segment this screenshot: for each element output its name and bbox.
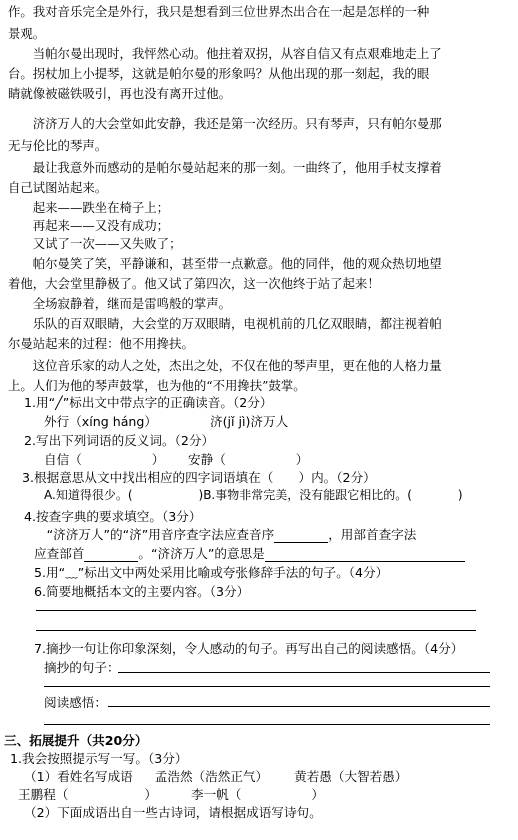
q4-radical-blank[interactable] — [84, 549, 138, 562]
q4-text: 。“济济万人”的意思是 — [138, 546, 265, 561]
antonym-2-close: ） — [295, 452, 309, 467]
passage-line: 作。我对音乐完全是外行，我只是想看到三位世界杰出合在一起是怎样的一种 — [8, 4, 430, 19]
passage-line: 自己试图站起来。 — [8, 180, 108, 195]
answer-line[interactable] — [108, 706, 490, 707]
q3-option-b-close: ) — [457, 488, 463, 502]
name-2-close: ） — [311, 787, 324, 802]
q4-letter-blank[interactable] — [274, 530, 328, 543]
passage-line: 上。人们为他的琴声鼓掌，也为他的“不用搀扶”鼓掌。 — [8, 378, 306, 393]
answer-line[interactable] — [36, 610, 476, 611]
passage-line: 当帕尔曼出现时，我怦然心动。他拄着双拐，从容自信又有点艰难地走上了 — [8, 46, 442, 61]
name-1-label: 王鹏程（ — [18, 787, 69, 802]
q3-option-a-close: ) — [198, 488, 204, 502]
passage-line: 又试了一次——又失败了； — [8, 236, 182, 251]
answer-line[interactable] — [118, 672, 490, 673]
question-6-prompt: 6.简要地概括本文的主要内容。（3分） — [34, 584, 250, 599]
antonym-1-close: ） — [151, 452, 165, 467]
q4-text: “济济万人”的“济”用音序查字法应查音序 — [34, 527, 275, 542]
passage-line: 台。拐杖加上小提琴，这就是帕尔曼的形象吗？从他出现的那一刻起，我的眼 — [8, 66, 430, 81]
q4-text: ，用部首查字法 — [328, 527, 417, 542]
passage-line: 再起来——又没有成功； — [8, 218, 170, 233]
passage-line: 这位音乐家的动人之处，杰出之处，不仅在他的琴声里，更在他的人格力量 — [8, 358, 442, 373]
passage-line: 景观。 — [8, 26, 46, 41]
question-4-prompt: 4.按查字典的要求填空。（3分） — [24, 509, 202, 524]
q3-option-b: B.事物非常完美，没有能跟它相比的。( — [203, 488, 412, 502]
passage-line: 无与伦比的琴声。 — [8, 138, 108, 153]
passage-line: 尔曼站起来的过程：他不用搀扶。 — [8, 336, 194, 351]
passage-line: 睛就像被磁铁吸引，再也没有离开过他。 — [8, 86, 232, 101]
idiom-example-2: 黄若愚（大智若愚） — [294, 769, 408, 784]
q4-meaning-blank[interactable] — [265, 549, 465, 562]
passage-line: 全场寂静着，继而是雷鸣般的掌声。 — [8, 296, 232, 311]
passage-line: 乐队的百双眼睛，大会堂的万双眼睛，电视机前的几亿双眼睛，都注视着帕 — [8, 316, 442, 331]
section-3-names — [18, 784, 510, 803]
question-4-line-1 — [34, 524, 510, 543]
passage-line: 起来——跌坐在椅子上； — [8, 200, 170, 215]
section-3-q1-prompt: 1.我会按照提示写一写。（3分） — [10, 751, 188, 766]
question-3-line — [44, 486, 510, 503]
q3-option-a: A.知道得很少。( — [44, 488, 133, 502]
question-4-line-2 — [34, 543, 510, 562]
answer-line[interactable] — [44, 686, 490, 687]
question-2-item-2 — [188, 449, 510, 468]
question-1-item-1: 外行（xíng háng） — [44, 414, 157, 429]
q7-feel-label: 阅读感悟： — [44, 695, 107, 710]
section-3-sub2: （2）下面成语出自一些古诗词，请根据成语写诗句。 — [24, 805, 322, 820]
question-5-prompt: 5.用“﹏”标出文中两处采用比喻或夸张修辞手法的句子。（4分） — [34, 565, 389, 580]
q7-copy-label: 摘抄的句子： — [44, 660, 120, 675]
name-2-label: 李一帆（ — [190, 787, 242, 802]
name-1-close: ） — [144, 787, 157, 802]
antonym-1-label: 自信（ — [44, 452, 82, 467]
passage-line: 帕尔曼笑了笑，平静谦和，甚至带一点歉意。他的同伴，他的观众热切地望 — [8, 256, 442, 271]
question-1-prompt: 1.用“╱”标出文中带点字的正确读音。（2分） — [24, 395, 273, 410]
question-2-prompt: 2.写出下列词语的反义词。（2分） — [24, 433, 215, 448]
passage-line: 济济万人的大会堂如此安静，我还是第一次经历。只有琴声，只有帕尔曼那 — [8, 116, 442, 131]
passage-line: 最让我意外而感动的是帕尔曼站起来的那一刻。一曲终了，他用手杖支撑着 — [8, 160, 442, 175]
question-7-prompt: 7.摘抄一句让你印象深刻，令人感动的句子。再写出自己的阅读感悟。（4分） — [34, 641, 464, 656]
idiom-example-1: 孟浩然（浩然正气） — [154, 769, 269, 784]
section-3-title: 三、拓展提升（共20分） — [4, 733, 148, 748]
question-1-item-2: 济(jǐ jì)济万人 — [210, 414, 289, 429]
passage-line: 着他，大会堂里静极了。他又试了第四次，这一次他终于站了起来！ — [8, 276, 380, 291]
answer-line[interactable] — [36, 630, 476, 631]
answer-line[interactable] — [44, 724, 490, 725]
q4-text: 应查部首 — [34, 546, 85, 561]
sub1-label: （1）看姓名写成语 — [24, 769, 133, 784]
question-3-prompt: 3.根据意思从文中找出相应的四字词语填在（ ）内。（2分） — [22, 470, 376, 485]
section-3-sub1 — [24, 766, 510, 785]
antonym-2-label: 安静（ — [188, 452, 226, 467]
